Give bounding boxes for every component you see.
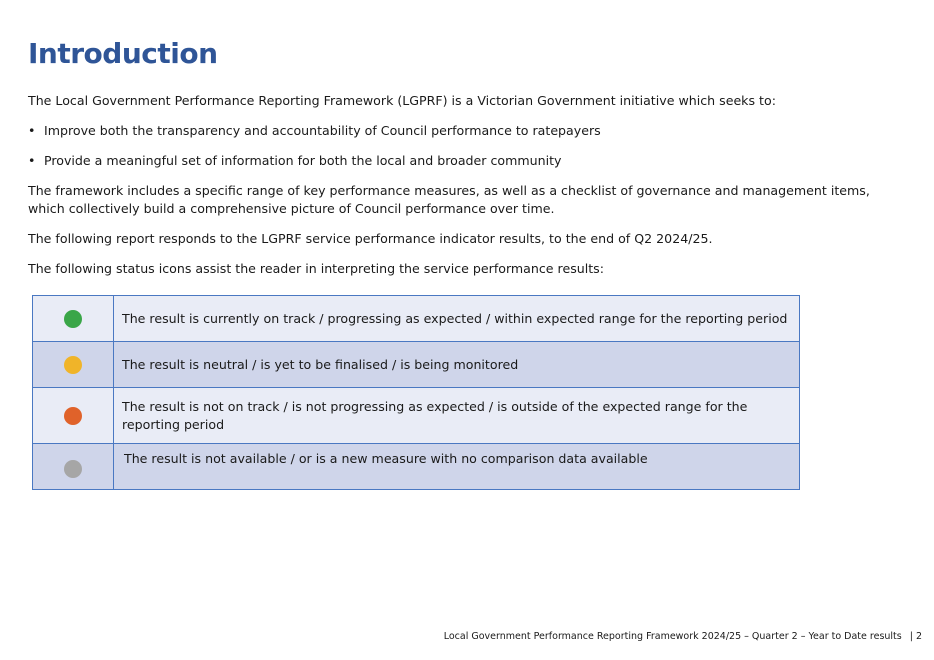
status-row-on-track (33, 296, 800, 342)
status-description: The result is currently on track / progressing as expected / within expected range for the reporting period (114, 296, 800, 342)
status-row-not-on-track (33, 388, 800, 444)
status-row-not-available (33, 444, 800, 490)
page-footer (444, 631, 922, 643)
status-icon-cell (33, 296, 114, 342)
framework-paragraph: The framework includes a specific range of key performance measures, as well as a checklist of governance and management items, which collectively build a comprehensive picture of Council performance over time. (28, 183, 870, 216)
list-item-text: Provide a meaningful set of information for both the local and broader community (44, 153, 562, 168)
yellow-status-dot-icon (64, 356, 82, 374)
list-item (28, 122, 908, 140)
intro-content (28, 92, 908, 290)
status-description: The result is not available / or is a new measure with no comparison data available (114, 444, 800, 490)
report-paragraph: The following report responds to the LGPRF service performance indicator results, to the end of Q2 2024/25. (28, 231, 713, 246)
grey-status-dot-icon (64, 460, 82, 478)
status-icons-paragraph: The following status icons assist the reader in interpreting the service performance results: (28, 261, 604, 276)
status-icon-cell (33, 388, 114, 444)
objectives-list (28, 122, 908, 170)
status-icon-cell (33, 342, 114, 388)
list-item-text: Improve both the transparency and accountability of Council performance to ratepayers (44, 123, 601, 138)
page-title: Introduction (28, 37, 218, 70)
status-legend-table (32, 295, 800, 490)
bullet-glyph: • (28, 123, 36, 138)
page-number: | 2 (909, 631, 922, 642)
bullet-glyph: • (28, 153, 36, 168)
status-description: The result is neutral / is yet to be finalised / is being monitored (114, 342, 800, 388)
list-item (28, 152, 908, 170)
status-icon-cell (33, 444, 114, 490)
orange-status-dot-icon (64, 407, 82, 425)
status-row-neutral (33, 342, 800, 388)
intro-paragraph: The Local Government Performance Reporting Framework (LGPRF) is a Victorian Government initiative which seeks to: (28, 93, 776, 108)
status-description: The result is not on track / is not progressing as expected / is outside of the expected range for the reporting period (114, 388, 800, 444)
footer-text: Local Government Performance Reporting Framework 2024/25 – Quarter 2 – Year to Date results (443, 631, 902, 642)
green-status-dot-icon (64, 310, 82, 328)
